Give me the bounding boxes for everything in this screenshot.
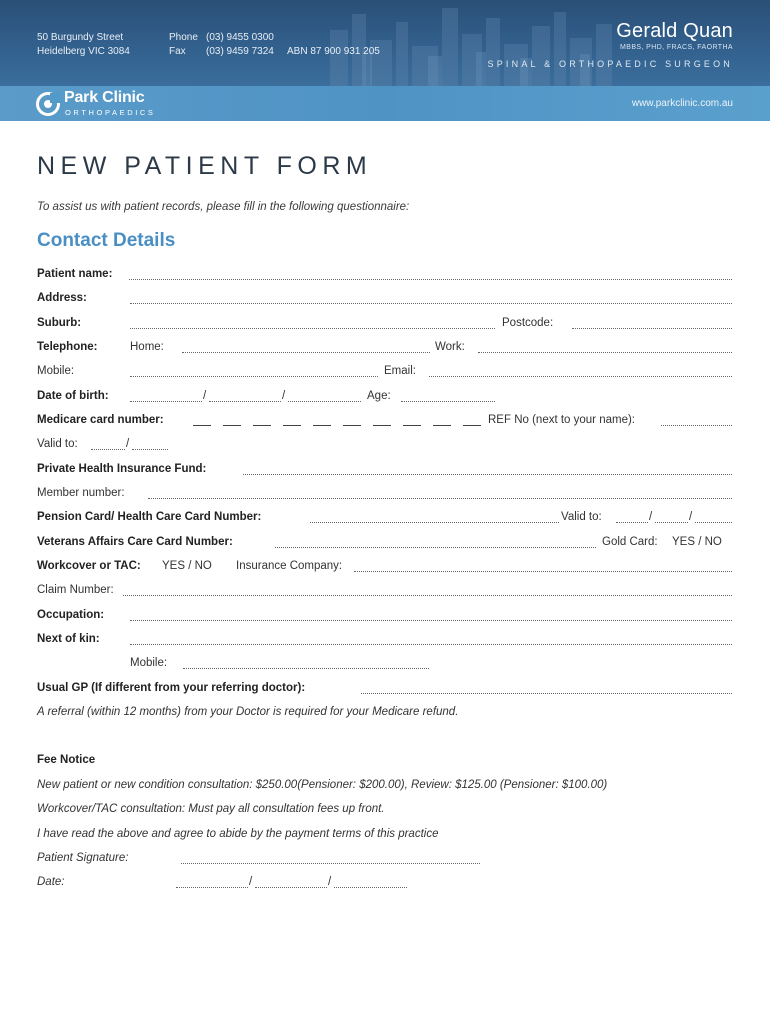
address-field[interactable]	[130, 303, 732, 304]
dob-separator: /	[203, 390, 207, 402]
date-month-field[interactable]	[255, 887, 327, 888]
member-number-row	[37, 487, 732, 503]
next-of-kin-mobile-label: Mobile:	[130, 657, 168, 669]
dob-month-field[interactable]	[209, 401, 281, 402]
medicare-digit-10[interactable]	[463, 425, 481, 426]
pension-card-label: Pension Card/ Health Care Card Number:	[37, 511, 262, 523]
home-phone-label: Home:	[130, 341, 164, 353]
valid-separator: /	[126, 438, 130, 450]
clinic-subtitle: ORTHOPAEDICS	[65, 108, 156, 117]
occupation-label: Occupation:	[37, 609, 105, 621]
private-health-label: Private Health Insurance Fund:	[37, 463, 207, 475]
medicare-digit-4[interactable]	[283, 425, 301, 426]
gold-card-yes-no[interactable]: YES / NO	[672, 536, 722, 548]
email-label: Email:	[384, 365, 416, 377]
suburb-row	[37, 317, 732, 333]
workcover-label: Workcover or TAC:	[37, 560, 141, 572]
veterans-row	[37, 536, 732, 552]
claim-number-row	[37, 584, 732, 600]
claim-number-field[interactable]	[123, 595, 732, 596]
gold-card-label: Gold Card:	[602, 536, 658, 548]
pension-valid-year-field[interactable]	[695, 522, 732, 523]
age-label: Age:	[367, 390, 391, 402]
insurance-company-field[interactable]	[354, 571, 732, 572]
signature-label: Patient Signature:	[37, 852, 129, 864]
medicare-digit-1[interactable]	[193, 425, 211, 426]
phone-label: Phone	[169, 32, 198, 43]
medicare-digit-7[interactable]	[373, 425, 391, 426]
age-field[interactable]	[401, 401, 495, 402]
fax-number: (03) 9459 7324	[206, 46, 274, 57]
letterhead-banner	[0, 0, 770, 86]
next-of-kin-row	[37, 633, 732, 649]
work-phone-label: Work:	[435, 341, 465, 353]
address-label: Address:	[37, 292, 87, 304]
medicare-valid-month-field[interactable]	[91, 449, 125, 450]
pension-valid-separator: /	[689, 511, 693, 523]
medicare-digit-6[interactable]	[343, 425, 361, 426]
work-phone-field[interactable]	[478, 352, 732, 353]
fee-line-row	[37, 803, 732, 819]
medicare-valid-label: Valid to:	[37, 438, 78, 450]
signature-field[interactable]	[181, 863, 480, 864]
fee-notice-heading: Fee Notice	[37, 754, 96, 766]
clinic-name: Park Clinic	[64, 89, 145, 106]
mobile-field[interactable]	[130, 376, 378, 377]
pension-card-row	[37, 511, 732, 527]
next-of-kin-field[interactable]	[130, 644, 732, 645]
suburb-field[interactable]	[130, 328, 495, 329]
referral-note: A referral (within 12 months) from your Doctor is required for your Medicare refund.	[37, 706, 459, 718]
patient-name-field[interactable]	[129, 279, 732, 280]
medicare-valid-row	[37, 438, 732, 454]
pension-valid-month-field[interactable]	[655, 522, 688, 523]
medicare-digit-8[interactable]	[403, 425, 421, 426]
usual-gp-row	[37, 682, 732, 698]
veterans-field[interactable]	[275, 547, 596, 548]
date-separator: /	[249, 876, 253, 888]
address-line-1: 50 Burgundy Street	[37, 32, 124, 43]
telephone-row	[37, 341, 732, 357]
medicare-valid-year-field[interactable]	[132, 449, 168, 450]
mobile-row	[37, 365, 732, 381]
abn: ABN 87 900 931 205	[287, 46, 380, 57]
member-number-label: Member number:	[37, 487, 125, 499]
form-intro: To assist us with patient records, please fill in the following questionnaire:	[37, 201, 410, 213]
patient-name-label: Patient name:	[37, 268, 113, 280]
next-of-kin-mobile-field[interactable]	[183, 668, 429, 669]
doctor-name: Gerald Quan	[616, 20, 733, 42]
suburb-label: Suburb:	[37, 317, 82, 329]
veterans-label: Veterans Affairs Care Card Number:	[37, 536, 233, 548]
private-health-field[interactable]	[243, 474, 732, 475]
dob-row	[37, 390, 732, 406]
date-label: Date:	[37, 876, 65, 888]
referral-note-row	[37, 706, 732, 722]
medicare-digit-2[interactable]	[223, 425, 241, 426]
medicare-digit-9[interactable]	[433, 425, 451, 426]
claim-number-label: Claim Number:	[37, 584, 114, 596]
date-day-field[interactable]	[176, 887, 248, 888]
medicare-digit-5[interactable]	[313, 425, 331, 426]
ref-no-label: REF No (next to your name):	[488, 414, 635, 426]
website-link[interactable]: www.parkclinic.com.au	[631, 98, 733, 109]
medicare-row	[37, 414, 732, 430]
insurance-company-label: Insurance Company:	[236, 560, 343, 572]
fee-consultation-line: New patient or new condition consultation: $250.00(Pensioner: $200.00), Review: $125.00 (Pensioner: $100.00)	[37, 779, 608, 791]
phone-number: (03) 9455 0300	[206, 32, 274, 43]
signature-row	[37, 852, 732, 868]
fee-workcover-line: Workcover/TAC consultation: Must pay all consultation fees up front.	[37, 803, 385, 815]
usual-gp-label: Usual GP (If different from your referring doctor):	[37, 682, 306, 694]
date-separator: /	[328, 876, 332, 888]
pension-card-field[interactable]	[310, 522, 559, 523]
workcover-row	[37, 560, 732, 576]
private-health-row	[37, 463, 732, 479]
section-contact-details: Contact Details	[37, 230, 176, 251]
doctor-qualifications: MBBS, PHD, FRACS, FAORTHA	[620, 44, 733, 51]
member-number-field[interactable]	[148, 498, 732, 499]
patient-name-row	[37, 268, 732, 284]
pension-valid-day-field[interactable]	[616, 522, 648, 523]
postcode-field[interactable]	[572, 328, 732, 329]
doctor-title: SPINAL & ORTHOPAEDIC SURGEON	[487, 59, 733, 69]
fax-label: Fax	[169, 46, 186, 57]
fee-agreement-line: I have read the above and agree to abide by the payment terms of this practice	[37, 828, 439, 840]
form-title: NEW PATIENT FORM	[37, 152, 373, 180]
mobile-label: Mobile:	[37, 365, 75, 377]
telephone-label: Telephone:	[37, 341, 98, 353]
occupation-row	[37, 609, 732, 625]
occupation-field[interactable]	[130, 620, 732, 621]
dob-separator: /	[282, 390, 286, 402]
ref-no-field[interactable]	[661, 425, 732, 426]
pension-valid-separator: /	[649, 511, 653, 523]
date-year-field[interactable]	[334, 887, 407, 888]
date-row	[37, 876, 732, 892]
email-field[interactable]	[429, 376, 732, 377]
dob-year-field[interactable]	[288, 401, 361, 402]
fee-line-row	[37, 828, 732, 844]
workcover-yes-no[interactable]: YES / NO	[162, 560, 212, 572]
dob-label: Date of birth:	[37, 390, 109, 402]
home-phone-field[interactable]	[182, 352, 430, 353]
usual-gp-field[interactable]	[361, 693, 732, 694]
medicare-digit-3[interactable]	[253, 425, 271, 426]
medicare-label: Medicare card number:	[37, 414, 164, 426]
next-of-kin-label: Next of kin:	[37, 633, 100, 645]
dob-day-field[interactable]	[130, 401, 202, 402]
fee-line-row	[37, 779, 732, 795]
address-line-2: Heidelberg VIC 3084	[37, 46, 130, 57]
address-row	[37, 292, 732, 308]
park-clinic-logo-icon	[36, 92, 60, 116]
pension-valid-label: Valid to:	[561, 511, 602, 523]
postcode-label: Postcode:	[502, 317, 554, 329]
next-of-kin-mobile-row	[37, 657, 732, 673]
